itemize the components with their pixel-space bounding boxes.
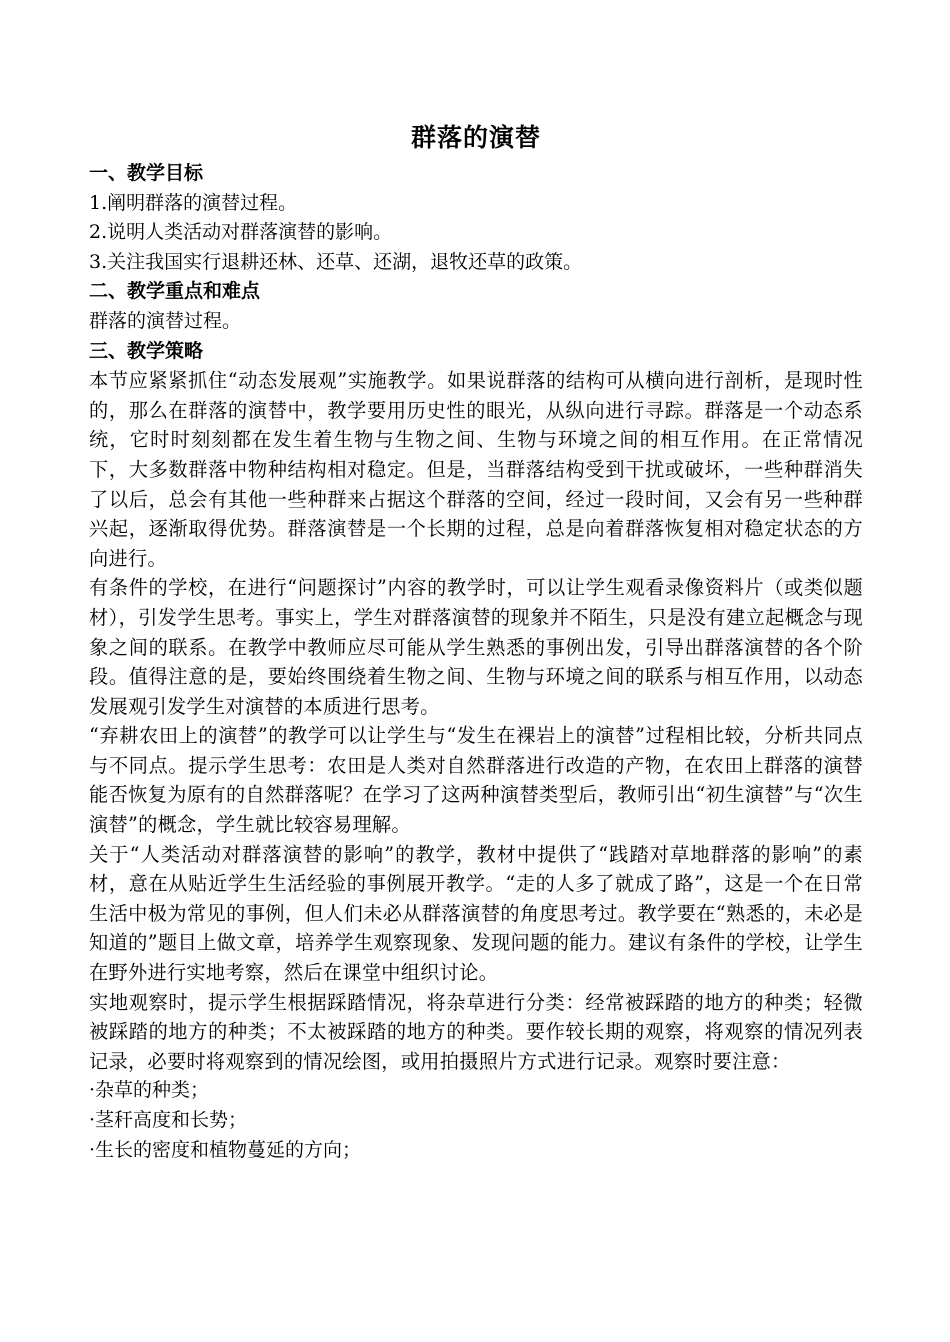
section-heading: 一、教学目标 xyxy=(89,162,204,184)
strategy-paragraph: 本节应紧紧抓住“动态发展观”实施教学。如果说群落的结构可从横向进行剖析，是现时性的，那么在群落的演替中，教学要用历史性的眼光，从纵向进行寻踪。群落是一个动态系统，它时时刻刻都在发生着生物与生物之间、生物与环境之间的相互作用。在正常情况下，大多数群落中物种结构相对稳定。但是，当群落结构受到干扰或破坏，一些种群消失了以后，总会有其他一些种群来占据这个群落的空间，经过一段时间，又会有另一些种群兴起，逐渐取得优势。群落演替是一个长期的过程，总是向着群落恢复相对稳定状态的方向进行。 xyxy=(89,369,863,570)
section-heading: 二、教学重点和难点 xyxy=(89,280,261,303)
document-page xyxy=(89,118,863,1165)
strategy-paragraph: “弃耕农田上的演替”的教学可以让学生与“发生在裸岩上的演替”过程相比较，分析共同点与不同点。提示学生思考：农田是人类对自然群落进行改造的产物，在农田上群落的演替能否恢复为原有的自然群落呢？在学习了这两种演替类型后，教师引出“初生演替”与“次生演替”的概念，学生就比较容易理解。 xyxy=(89,724,863,837)
section-key-points xyxy=(89,277,863,336)
section-teaching-strategy xyxy=(89,337,863,1166)
section-heading: 三、教学策略 xyxy=(89,339,204,362)
observation-bullet: ·杂草的种类； xyxy=(89,1079,210,1102)
objective-item: 2.说明人类活动对群落演替的影响。 xyxy=(89,221,393,244)
key-point-text: 群落的演替过程。 xyxy=(89,309,242,332)
objective-item: 3.关注我国实行退耕还林、还草、还湖，退牧还草的政策。 xyxy=(89,250,583,273)
strategy-paragraph: 实地观察时，提示学生根据踩踏情况，将杂草进行分类：经常被踩踏的地方的种类；轻微被踩踏的地方的种类；不太被踩踏的地方的种类。要作较长期的观察，将观察的情况列表记录，必要时将观察到的情况绘图，或用拍摄照片方式进行记录。观察时要注意： xyxy=(89,990,863,1073)
document-title: 群落的演替 xyxy=(410,123,541,152)
observation-bullet: ·生长的密度和植物蔓延的方向； xyxy=(89,1138,362,1161)
observation-bullet: ·茎秆高度和长势； xyxy=(89,1109,248,1131)
strategy-paragraph: 有条件的学校，在进行“问题探讨”内容的教学时，可以让学生观看录像资料片（或类似题材），引发学生思考。事实上，学生对群落演替的现象并不陌生，只是没有建立起概念与现象之间的联系。在教学中教师应尽可能从学生熟悉的事例出发，引导出群落演替的各个阶段。值得注意的是，要始终围绕着生物之间、生物与环境之间的联系与相互作用，以动态发展观引发学生对演替的本质进行思考。 xyxy=(89,576,863,718)
section-teaching-objectives xyxy=(89,159,863,277)
objective-item: 1.阐明群落的演替过程。 xyxy=(89,191,298,214)
strategy-paragraph: 关于“人类活动对群落演替的影响”的教学，教材中提供了“践踏对草地群落的影响”的素材，意在从贴近学生生活经验的事例展开教学。“走的人多了就成了路”，这是一个在日常生活中极为常见的事例，但人们未必从群落演替的角度思考过。教学要在“熟悉的，未必是知道的”题目上做文章，培养学生观察现象、发现问题的能力。建议有条件的学校，让学生在野外进行实地考察，然后在课堂中组织讨论。 xyxy=(89,842,863,985)
